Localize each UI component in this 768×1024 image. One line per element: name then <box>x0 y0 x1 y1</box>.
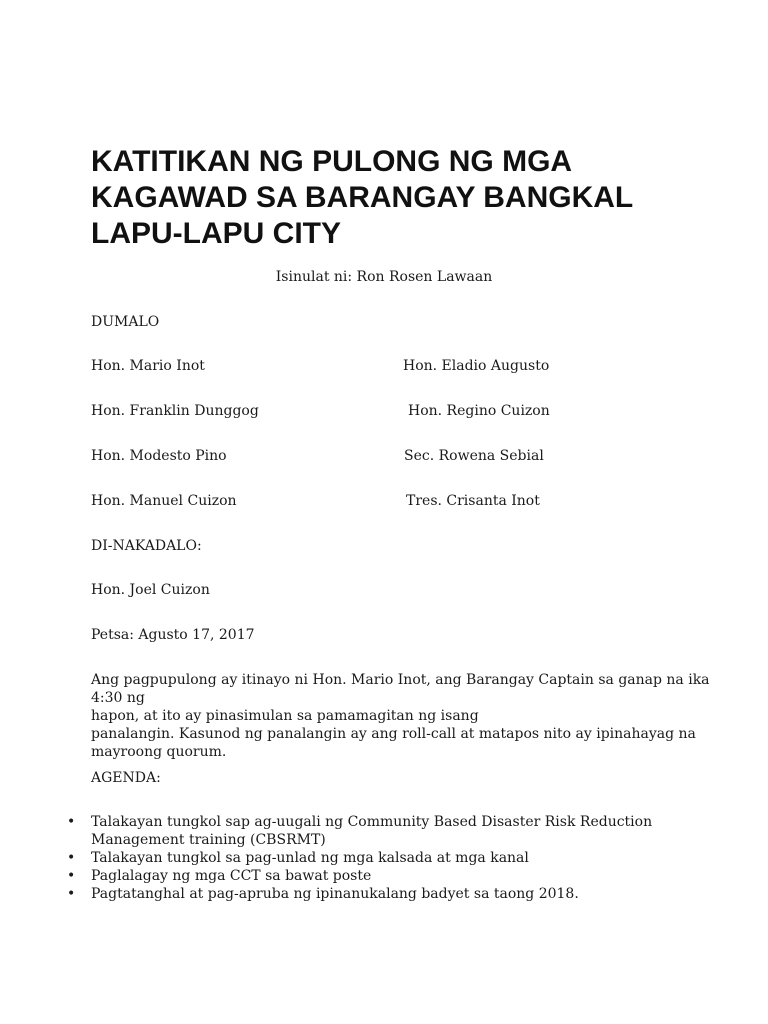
attendee-name: Hon. Modesto Pino <box>91 448 227 464</box>
attendee-name: Hon. Manuel Cuizon <box>91 493 237 509</box>
agenda-item: • Talakayan tungkol sap ag-uugali ng Community Based Disaster Risk Reduction Management training (CBSRMT) <box>91 813 691 849</box>
agenda-list <box>91 813 691 903</box>
attendee-name: Hon. Regino Cuizon <box>408 403 550 419</box>
attendee-name: Sec. Rowena Sebial <box>404 448 544 464</box>
paragraph-line: 4:30 ng hapon, at ito ay pinasimulan sa pamamagitan ng isang <box>91 690 479 724</box>
agenda-item: • Talakayan tungkol sa pag-unlad ng mga kalsada at mga kanal <box>91 849 691 867</box>
attendee-name: Hon. Franklin Dunggog <box>91 403 259 419</box>
title-line: LAPU-LAPU CITY <box>91 217 341 250</box>
paragraph-line: Ang pagpupulong ay itinayo ni Hon. Mario Inot, ang Barangay Captain sa ganap na ika <box>91 672 710 688</box>
paragraph-line: mayroong quorum. <box>91 744 227 760</box>
paragraph-line: panalangin. Kasunod ng panalangin ay ang roll-call at matapos nito ay ipinahayag na <box>91 726 696 742</box>
absent-heading: DI-NAKADALO: <box>91 538 202 554</box>
agenda-heading: AGENDA: <box>91 770 161 786</box>
agenda-item: • Paglalagay ng mga CCT sa bawat poste <box>91 867 691 885</box>
title-line: KAGAWAD SA BARANGAY BANGKAL <box>91 181 634 214</box>
present-heading: DUMALO <box>91 314 160 330</box>
attendee-name: Tres. Crisanta Inot <box>406 493 540 509</box>
document-title <box>91 144 711 252</box>
title-line: KATITIKAN NG PULONG NG MGA <box>91 145 573 178</box>
opening-paragraph <box>91 671 710 761</box>
agenda-item: • Pagtatanghal at pag-apruba ng ipinanukalang badyet sa taong 2018. <box>91 885 691 903</box>
meeting-date: Petsa: Agusto 17, 2017 <box>91 627 255 643</box>
attendee-name: Hon. Eladio Augusto <box>403 358 550 374</box>
author-line: Isinulat ni: Ron Rosen Lawaan <box>275 269 493 285</box>
absent-name: Hon. Joel Cuizon <box>91 582 210 598</box>
attendee-name: Hon. Mario Inot <box>91 358 205 374</box>
